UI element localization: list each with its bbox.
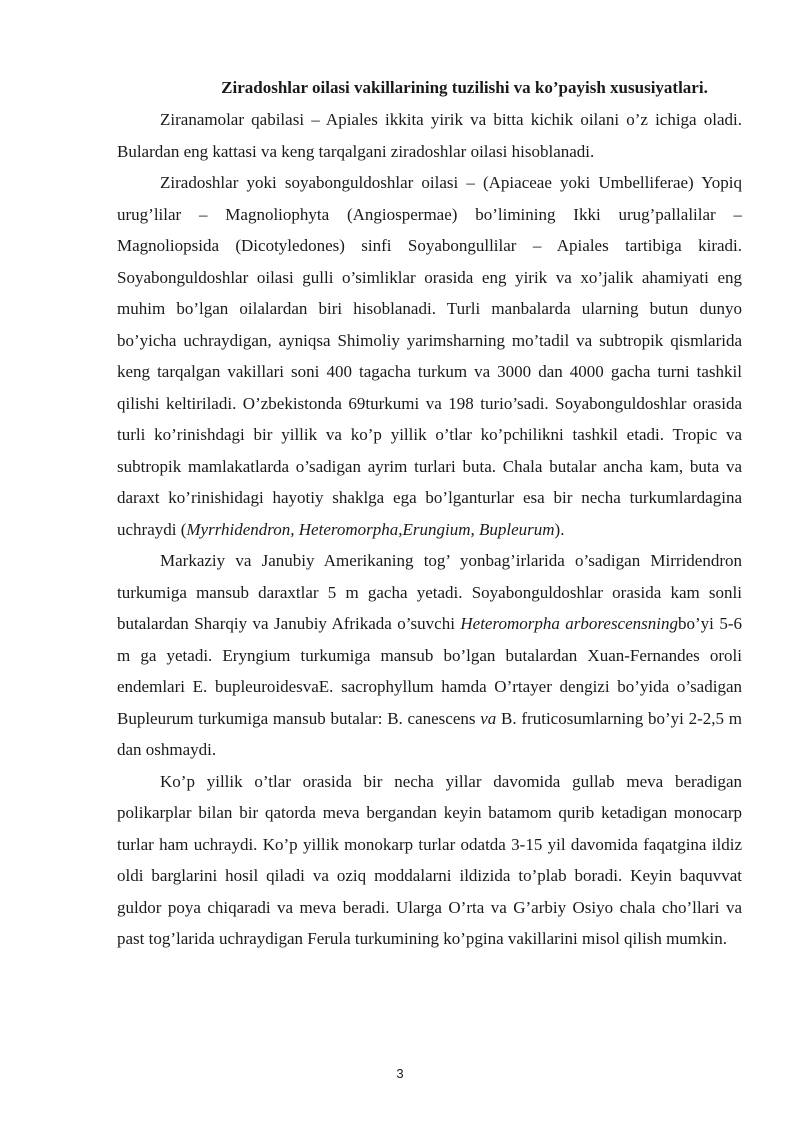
paragraph-1 [117, 104, 742, 167]
paragraph-3-text-a: Markaziy va Janubiy Amerikaning tog’ yonbag’irlarida o’sadigan Mirridendron turkumiga mansub daraxtlar 5 m gacha yetadi. Soyabonguldoshlar orasida kam sonli butalardan Sharqiy va Janubiy Afrikada o’suvchi [117, 551, 742, 633]
paragraph-4 [117, 766, 742, 955]
paragraph-2-text: Ziradoshlar yoki soyabonguldoshlar oilasi – (Apiaceae yoki Umbelliferae) Yopiq urug’lilar – Magnoliophyta (Angiospermae) bo’limining Ikki urug’pallalilar – Magnoliopsida (Dicotyledones) sinfi Soyabongullilar – Apiales tartibiga kiradi. Soyabonguldoshlar oilasi gulli o’simliklar orasida eng yirik va xo’jalik ahamiyati eng muhim bo’lgan oilalardan biri hisoblanadi. Turli manbalarda ularning butun dunyo bo’yicha uchraydigan, ayniqsa Shimoliy yarimsharning mo’tadil va subtropik qismlarida keng tarqalgan vakillari soni 400 tagacha turkum va 3000 dan 4000 gacha turni tashkil qilishi keltiriladi. O’zbekistonda 69turkumi va 198 turio’sadi. Soyabonguldoshlar orasida turli ko’rinishdagi bir yillik va ko’p yillik o’tlar ko’pchilikni tashkil etadi. Tropic va subtropik mamlakatlarda o’sadigan ayrim turlari buta. Chala butalar ancha kam, buta va daraxt ko’rinishidagi hayotiy shaklga ega bo’lganturlar esa bir necha turkumlardagina uchraydi ( [117, 173, 742, 539]
paragraph-2-end: ). [554, 519, 565, 539]
document-body [117, 72, 742, 955]
paragraph-3-conjunction-italic: va [480, 708, 497, 728]
paragraph-3 [117, 545, 742, 766]
document-title: Ziradoshlar oilasi vakillarining tuzilishi va ko’payish xususiyatlari. [221, 78, 708, 97]
paragraph-3-species-italic: Heteromorpha arborescensning [460, 614, 678, 633]
paragraph-2 [117, 167, 742, 545]
paragraph-3-text-b: bo’yi 5-6 m ga yetadi. Eryngium turkumiga mansub bo’lgan butalardan Xuan-Fernandes oroli endemlari E. bupleuroidesvaE. sacrophyllum hamda O’rtayer dengizi bo’yida o’sadigan Bupleurum turkumiga mansub butalar: B. canescens [117, 614, 743, 728]
paragraph-4-text: Ko’p yillik o’tlar orasida bir necha yillar davomida gullab meva beradigan polikarplar bilan bir qatorda meva bergandan keyin batamom qurib ketadigan monocarp turlar ham uchraydi. Ko’p yillik monokarp turlar odatda 3-15 yil davomida faqatgina ildiz oldi barglarini hosil qiladi va oziq moddalarni ildizida to’plab boradi. Keyin baquvvat guldor poya chiqaradi va meva beradi. Ularga O’rta va G’arbiy Osiyo chala cho’llari va past tog’larida uchraydigan Ferula turkumining ko’pgina vakillarini misol qilish mumkin. [117, 771, 742, 948]
page-number: 3 [396, 1066, 404, 1081]
paragraph-1-text: Ziranamolar qabilasi – Apiales ikkita yirik va bitta kichik oilani o’z ichiga oladi. Bulardan eng kattasi va keng tarqalgani ziradoshlar oilasi hisoblanadi. [117, 110, 742, 161]
paragraph-3-text-c: B. fruticosumlarning bo’yi 2-2,5 m dan oshmaydi. [117, 708, 742, 759]
paragraph-2-genera-italic: Myrrhidendron, Heteromorpha,Erungium, Bupleurum [186, 519, 555, 539]
